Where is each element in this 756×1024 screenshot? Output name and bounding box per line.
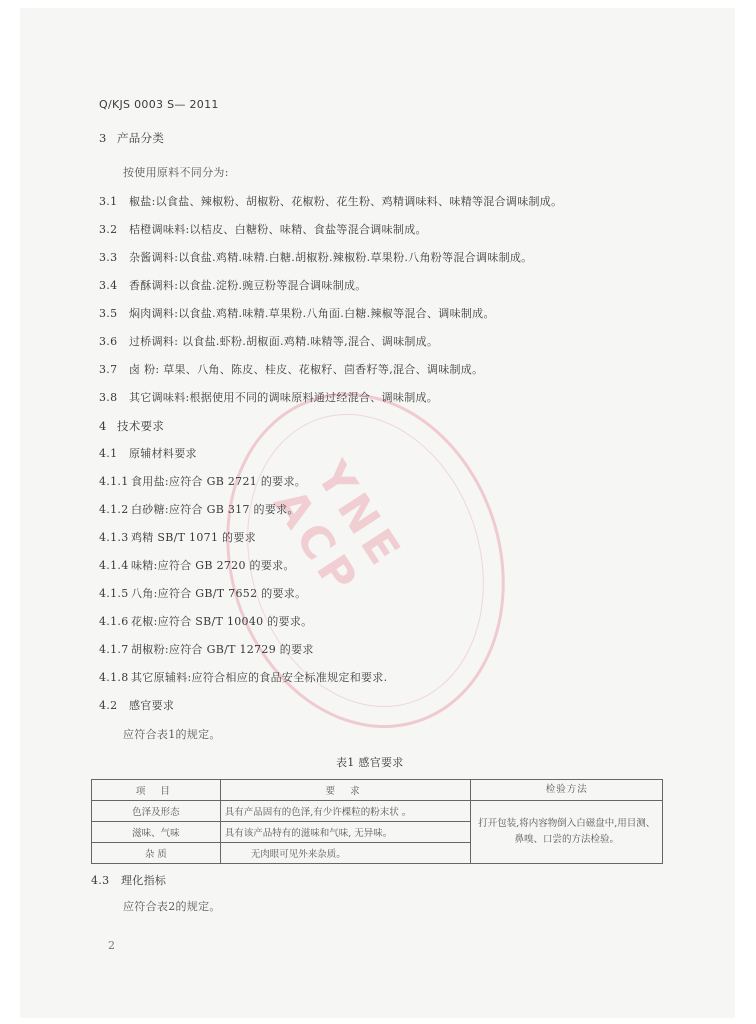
item-number: 4.1.1	[99, 475, 129, 488]
header-item: 项 目	[92, 780, 221, 801]
item-3-5	[99, 307, 495, 321]
item-text: 卤 粉: 草果、八角、陈皮、桂皮、花椒籽、茴香籽等,混合、调味制成。	[129, 363, 484, 376]
item-3-2	[99, 223, 427, 237]
seal-text: YNE ACP	[263, 452, 413, 607]
section-title: 产品分类	[117, 131, 165, 145]
page-number: 2	[108, 939, 115, 952]
item-text: 焖肉调料:以食盐.鸡精.味精.草果粉.八角面.白糖.辣椒等混合、调味制成。	[129, 307, 495, 320]
item-4-1-8	[99, 671, 387, 685]
item-text: 鸡精 SB/T 1071 的要求	[131, 531, 256, 544]
item-number: 4.1.3	[99, 531, 129, 544]
header-requirement: 要 求	[220, 780, 471, 801]
item-4-1-2	[99, 503, 299, 517]
row-requirement: 具有产品固有的色泽,有少许棵粒的粉末状 。	[220, 801, 471, 822]
item-text: 食用盐:应符合 GB 2721 的要求。	[131, 475, 307, 488]
table-header-row	[92, 780, 663, 801]
section-4-2-heading	[99, 699, 174, 713]
row-requirement: 具有该产品特有的滋味和气味, 无异味。	[220, 822, 471, 843]
section-title: 技术要求	[117, 419, 165, 433]
item-number: 3.3	[99, 251, 118, 264]
section-number: 3	[99, 131, 107, 145]
item-text: 桔橙调味料:以桔皮、白糖粉、味精、食盐等混合调味制成。	[129, 223, 427, 236]
table2-intro: 应符合表2的规定。	[123, 900, 221, 913]
item-3-7	[99, 363, 483, 377]
row-item: 色泽及形态	[92, 801, 221, 822]
section-number: 4	[99, 419, 107, 433]
section-number: 4.3	[91, 874, 110, 887]
section-title: 感官要求	[129, 699, 175, 712]
item-number: 3.7	[99, 363, 118, 376]
item-text: 白砂糖:应符合 GB 317 的要求。	[131, 503, 299, 516]
section-title: 理化指标	[121, 874, 167, 887]
item-4-1-7	[99, 643, 314, 657]
section-title: 原辅材料要求	[129, 447, 197, 460]
item-text: 香酥调料:以食盐.淀粉.豌豆粉等混合调味制成。	[129, 279, 367, 292]
row-requirement: 无肉眼可见外来杂质。	[220, 843, 471, 864]
table1-caption: 表1 感官要求	[336, 756, 404, 769]
item-3-3	[99, 251, 532, 265]
item-4-1-5	[99, 587, 306, 601]
item-number: 3.4	[99, 279, 118, 292]
item-number: 3.8	[99, 391, 118, 404]
item-text: 花椒:应符合 SB/T 10040 的要求。	[131, 615, 313, 628]
item-text: 过桥调料: 以食盐.虾粉.胡椒面.鸡精.味精等,混合、调味制成。	[129, 335, 439, 348]
item-4-1-1	[99, 475, 306, 489]
section-4-3-heading	[91, 874, 166, 888]
header-method: 检验方法	[471, 780, 663, 801]
table1-intro: 应符合表1的规定。	[123, 728, 221, 741]
section-4-heading	[99, 419, 164, 433]
item-text: 胡椒粉:应符合 GB/T 12729 的要求	[131, 643, 314, 656]
item-number: 3.5	[99, 307, 118, 320]
item-3-6	[99, 335, 438, 349]
test-method: 打开包装,将内容物倒入白磁盘中,用目测、鼻嗅、口尝的方法检验。	[471, 801, 663, 864]
section-4-1-heading	[99, 447, 197, 461]
item-4-1-4	[99, 559, 295, 573]
item-number: 4.1.2	[99, 503, 129, 516]
page-edge	[735, 0, 756, 1024]
item-text: 其它原辅料:应符合相应的食品安全标准规定和要求.	[131, 671, 388, 684]
row-item: 杂 质	[92, 843, 221, 864]
row-item: 滋味、气味	[92, 822, 221, 843]
item-text: 其它调味料:根据使用不同的调味原料通过经混合、调味制成。	[129, 391, 439, 404]
item-3-8	[99, 391, 438, 405]
item-number: 3.2	[99, 223, 118, 236]
sensory-requirements-table	[91, 779, 663, 864]
item-text: 杂酱调料:以食盐.鸡精.味精.白糖.胡椒粉.辣椒粉.草果粉.八角粉等混合调味制成。	[129, 251, 533, 264]
classification-intro: 按使用原料不同分为:	[123, 166, 229, 179]
item-number: 3.6	[99, 335, 118, 348]
item-text: 八角:应符合 GB/T 7652 的要求。	[131, 587, 307, 600]
item-3-4	[99, 279, 367, 293]
item-number: 4.1.8	[99, 671, 129, 684]
item-text: 椒盐:以食盐、辣椒粉、胡椒粉、花椒粉、花生粉、鸡精调味料、味精等混合调味制成。	[129, 195, 563, 208]
section-number: 4.2	[99, 699, 118, 712]
item-number: 3.1	[99, 195, 118, 208]
item-number: 4.1.4	[99, 559, 129, 572]
section-3-heading	[99, 131, 164, 145]
item-number: 4.1.5	[99, 587, 129, 600]
item-number: 4.1.6	[99, 615, 129, 628]
table-row	[92, 801, 663, 822]
doc-header: Q/KJS 0003 S— 2011	[99, 98, 219, 111]
item-4-1-3	[99, 531, 256, 545]
item-4-1-6	[99, 615, 312, 629]
item-text: 味精:应符合 GB 2720 的要求。	[131, 559, 295, 572]
item-3-1	[99, 195, 562, 209]
item-number: 4.1.7	[99, 643, 129, 656]
section-number: 4.1	[99, 447, 118, 460]
